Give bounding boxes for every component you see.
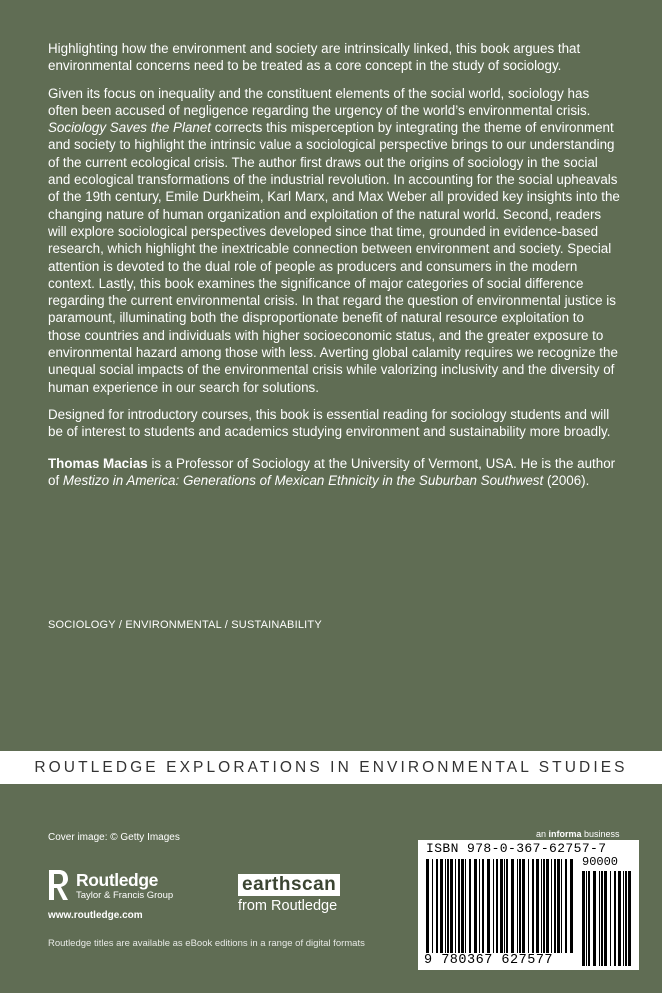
book-title: Sociology Saves the Planet — [48, 120, 212, 136]
author-bio-text-2: (2006). — [543, 472, 590, 488]
blurb-paragraph-3: Designed for introductory courses, this book is essential reading for sociology students and will be of interest to students and academics studying environment and sustainability more broadly. — [48, 406, 611, 440]
informa-brand: informa — [548, 829, 582, 839]
blurb-p2-start: Given its focus on inequality and the constituent elements of the social world, sociology has often been accused of negligence regarding the urgency of the world’s environmental crisis. — [48, 85, 591, 118]
author-bio — [48, 455, 620, 490]
barcode-digits: 9 780367 627577 — [424, 953, 554, 968]
author-previous-book: Mestizo in America: Generations of Mexican Ethnicity in the Suburban Southwest — [62, 472, 544, 488]
routledge-group: Taylor & Francis Group — [76, 890, 174, 901]
author-name: Thomas Macias — [48, 455, 148, 471]
blurb-p2-rest: corrects this misperception by integrating the theme of environment and society to highlight the intrinsic value a sociological perspective brings to our understanding of the current ecological crisis. The author first draws out the origins of sociology in the social and ecological transformations of the industrial revolution. In accounting for the social upheavals of the 19th century, Emile Durkheim, Karl Marx, and Max Weber all provided key insights into the changing nature of human organization and exploitation of the natural world. Second, readers will explore sociological perspectives developed since that time, grounded in evidence-based research, which highlight the inextricable connection between environment and society. Special attention is devoted to the dual role of people as producers and consumers in the modern context. Lastly, this book examines the significance of major categories of social difference regarding the current environmental crisis. In that regard the question of environmental justice is paramount, illuminating both the disproportionate benefit of natural resource exploitation to those countries and individuals with higher socioeconomic status, and the greater exposure to environmental hazard among those with less. Averting global calamity requires we recognize the unequal social impacts of the environmental crisis while valorizing inclusivity and the diversity of human experience in our search for solutions. — [48, 120, 620, 395]
series-band — [0, 751, 662, 784]
earthscan-logo — [238, 874, 362, 920]
subject-categories: SOCIOLOGY / ENVIRONMENTAL / SUSTAINABILITY — [48, 619, 322, 631]
earthscan-sub: from Routledge — [238, 898, 338, 914]
isbn-barcode-box — [418, 840, 639, 970]
back-cover-blurb — [48, 40, 620, 499]
author-bio-text-1: is a Professor of Sociology at the University of Vermont, USA. He is the author of — [48, 455, 616, 488]
blurb-paragraph-2 — [48, 85, 620, 396]
publisher-url: www.routledge.com — [48, 910, 143, 921]
informa-prefix: an — [536, 829, 549, 839]
isbn-number: ISBN 978-0-367-62757-7 — [426, 841, 607, 856]
cover-image-credit: Cover image: © Getty Images — [48, 832, 180, 843]
routledge-name: Routledge — [76, 870, 158, 890]
earthscan-name: earthscan — [238, 874, 340, 896]
informa-business-tag — [536, 829, 620, 839]
ebook-footnote: Routledge titles are available as eBook editions in a range of digital formats — [48, 938, 365, 949]
price-addon-number: 90000 — [582, 855, 619, 869]
routledge-r-icon — [47, 868, 69, 902]
blurb-paragraph-1: Highlighting how the environment and society are intrinsically linked, this book argues that environmental concerns need to be treated as a core concept in the study of sociology. — [48, 41, 581, 74]
routledge-logo — [47, 866, 197, 906]
series-title: ROUTLEDGE EXPLORATIONS IN ENVIRONMENTAL STUDIES — [34, 759, 628, 776]
informa-suffix: business — [581, 829, 620, 839]
